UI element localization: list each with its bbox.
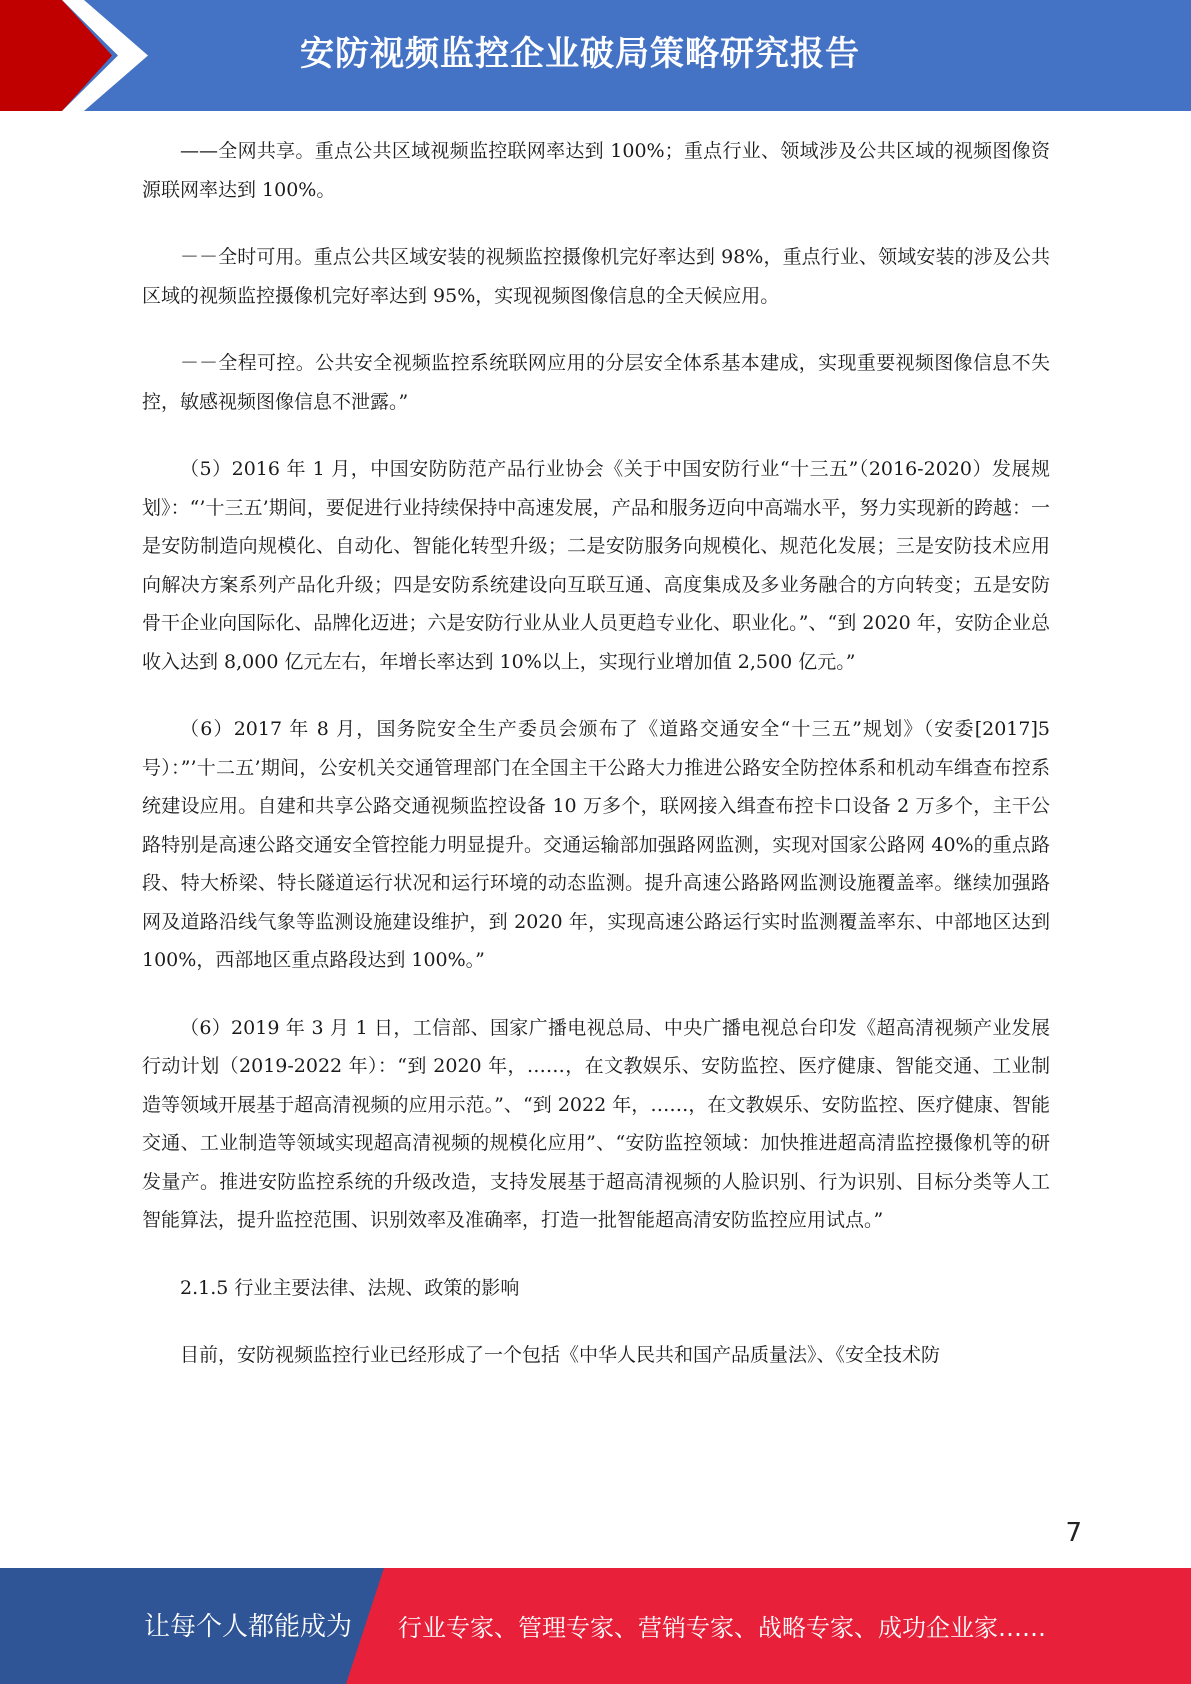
paragraph-full-control: －－全程可控。公共安全视频监控系统联网应用的分层安全体系基本建成，实现重要视频图像信息不失控，敏感视频图像信息不泄露。”: [142, 352, 1050, 413]
paragraph-network-sharing: ——全网共享。重点公共区域视频监控联网率达到 100%；重点行业、领域涉及公共区域的视频图像资源联网率达到 100%。: [142, 140, 1050, 201]
paragraph-2016-plan: （5）2016 年 1 月，中国安防防范产品行业协会《关于中国安防行业“十三五”（2016-2020）发展规划》：“’十三五’期间，要促进行业持续保持中高速发展，产品和服务迈向中高端水平，努力实现新的跨越：一是安防制造向规模化、自动化、智能化转型升级；二是安防服务向规模化、规范化发展；三是安防技术应用向解决方案系列产品化升级；四是安防系统建设向互联互通、高度集成及多业务融合的方向转变；五是安防骨干企业向国际化、品牌化迈进；六是安防行业从业人员更趋专业化、职业化。”、“到 2020 年，安防企业总收入达到 8,000 亿元左右，年增长率达到 10%以上，实现行业增加值 2,500 亿元。”: [142, 458, 1050, 673]
page-number: 7: [1065, 1518, 1082, 1548]
page-footer-banner: [0, 1568, 1191, 1684]
footer-slogan-left: 让每个人都能成为: [144, 1612, 353, 1642]
paragraph-laws-intro: 目前，安防视频监控行业已经形成了一个包括《中华人民共和国产品质量法》、《安全技术防: [180, 1344, 941, 1366]
document-title: 安防视频监控企业破局策略研究报告: [300, 34, 860, 74]
paragraph-2017-road-safety: （6）2017 年 8 月，国务院安全生产委员会颁布了《道路交通安全“十三五”规划》（安委[2017]5 号）：”’十二五’期间，公安机关交通管理部门在全国主干公路大力推进公路安全防控体系和机动车缉查布控系统建设应用。自建和共享公路交通视频监控设备 10 万多个，联网接入缉查布控卡口设备 2 万多个，主干公路特别是高速公路交通安全管控能力明显提升。交通运输部加强路网监测，实现对国家公路网 40%的重点路段、特大桥梁、特长隧道运行状况和运行环境的动态监测。提升高速公路路网监测设施覆盖率。继续加强路网及道路沿线气象等监测设施建设维护，到 2020 年，实现高速公路运行实时监测覆盖率东、中部地区达到 100%，西部地区重点路段达到 100%。”: [142, 718, 1050, 971]
page-header-banner: [0, 0, 1191, 111]
paragraph-full-availability: －－全时可用。重点公共区域安装的视频监控摄像机完好率达到 98%，重点行业、领域安装的涉及公共区域的视频监控摄像机完好率达到 95%，实现视频图像信息的全天候应用。: [142, 246, 1050, 307]
header-arrow-decoration: [0, 0, 160, 111]
paragraph-2019-uhd-video: （6）2019 年 3 月 1 日，工信部、国家广播电视总局、中央广播电视总台印发《超高清视频产业发展行动计划（2019-2022 年）：“到 2020 年，……，在文教娱乐、安防监控、医疗健康、智能交通、工业制造等领域开展基于超高清视频的应用示范。”、“到 2022 年，……，在文教娱乐、安防监控、医疗健康、智能交通、工业制造等领域实现超高清视频的规模化应用”、“安防监控领域：加快推进超高清监控摄像机等的研发量产。推进安防监控系统的升级改造，支持发展基于超高清视频的人脸识别、行为识别、目标分类等人工智能算法，提升监控范围、识别效率及准确率，打造一批智能超高清安防监控应用试点。”: [142, 1016, 1050, 1231]
footer-slogan-right: 行业专家、管理专家、营销专家、战略专家、成功企业家……: [398, 1614, 1046, 1642]
document-body: [142, 132, 1050, 1404]
section-heading: 2.1.5 行业主要法律、法规、政策的影响: [180, 1276, 520, 1299]
